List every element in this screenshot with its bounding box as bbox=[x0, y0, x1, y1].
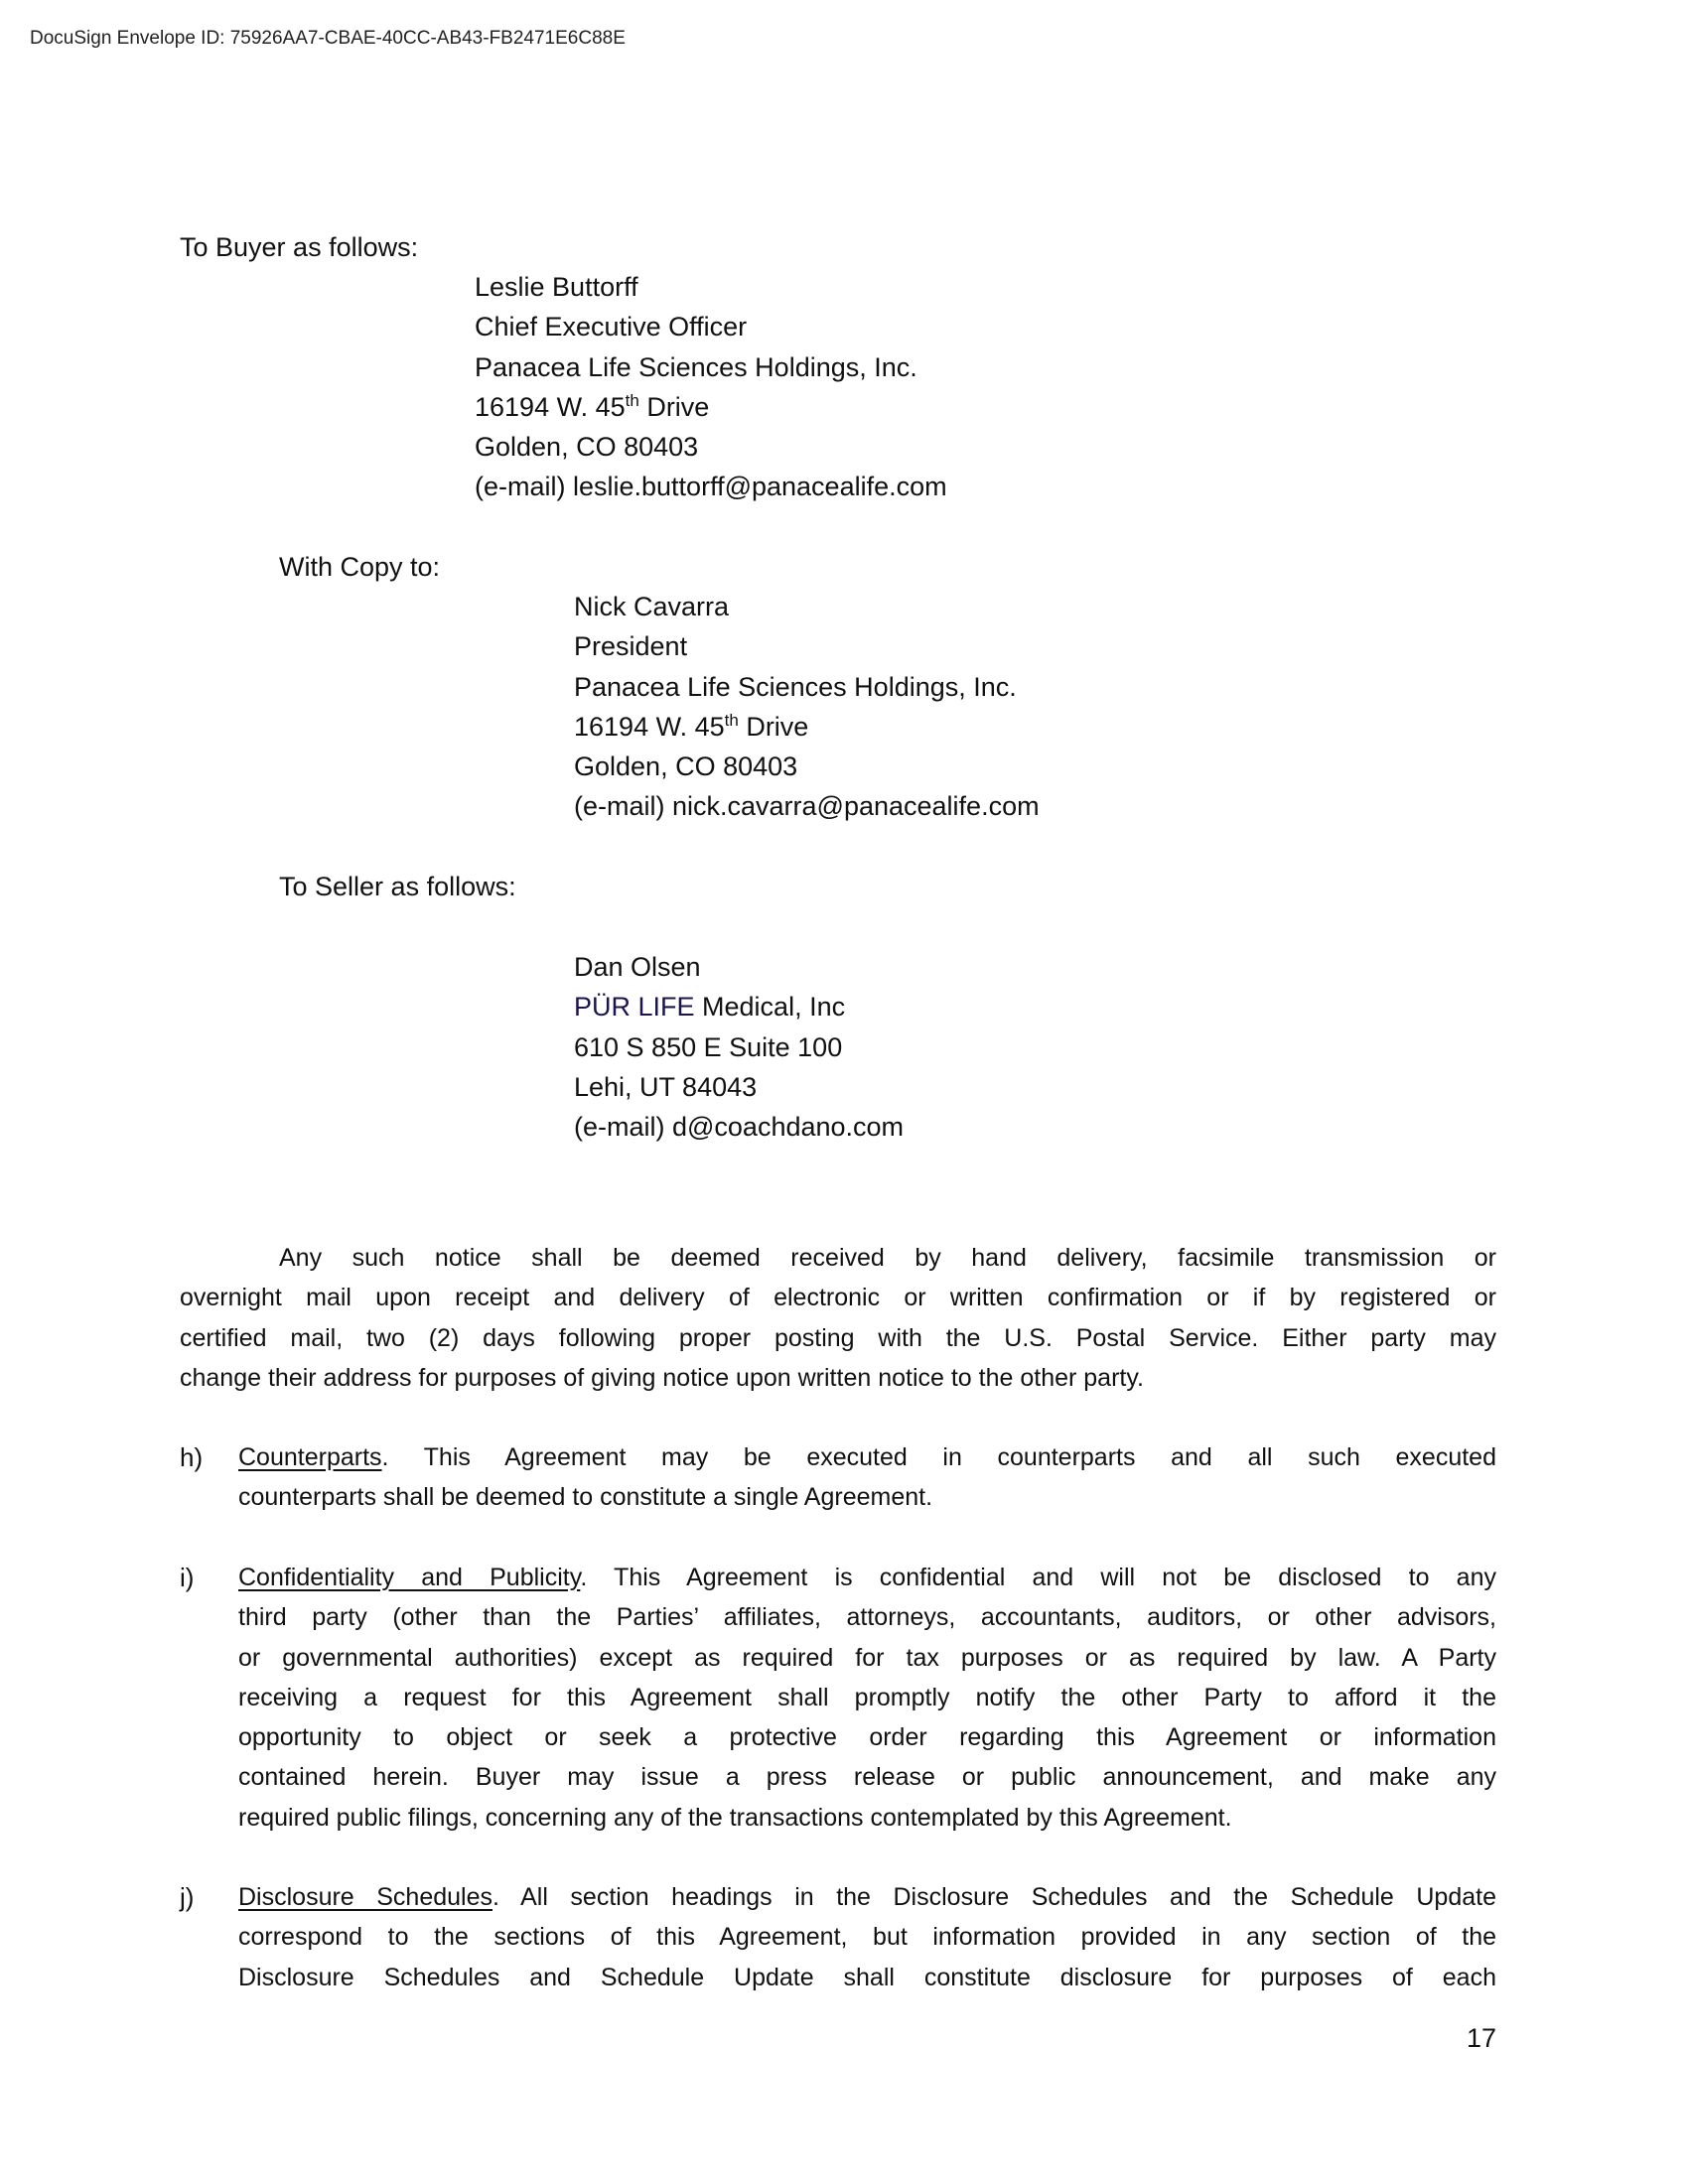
section-label: h) bbox=[180, 1442, 204, 1472]
section-confidentiality bbox=[238, 1558, 1496, 1838]
copy-name: Nick Cavarra bbox=[574, 592, 730, 621]
paragraph-line: opportunity to object or seek a protective order regarding this Agreement or information bbox=[238, 1723, 1496, 1752]
buyer-name: Leslie Buttorff bbox=[475, 272, 638, 302]
section-first-line bbox=[238, 1877, 1496, 1917]
section-title: Confidentiality and Publicity bbox=[238, 1564, 581, 1591]
copy-city: Golden, CO 80403 bbox=[574, 751, 798, 782]
seller-city: Lehi, UT 84043 bbox=[574, 1071, 758, 1102]
paragraph-line: contained herein. Buyer may issue a press release or public announcement, and make any bbox=[238, 1763, 1496, 1792]
seller-company bbox=[574, 987, 904, 1026]
section-label: i) bbox=[180, 1563, 195, 1592]
seller-street: 610 S 850 E Suite 100 bbox=[574, 1031, 843, 1062]
seller-email: (e-mail) d@coachdano.com bbox=[574, 1112, 905, 1143]
seller-address-block bbox=[574, 947, 904, 1147]
section-text: . All section headings in the Disclosure Schedules and the Schedule Update bbox=[492, 1883, 1496, 1911]
buyer-street bbox=[475, 387, 947, 427]
section-text: . This Agreement is confidential and will not be disclosed to any bbox=[580, 1564, 1496, 1591]
buyer-company: Panacea Life Sciences Holdings, Inc. bbox=[475, 351, 917, 382]
copy-heading: With Copy to: bbox=[279, 552, 441, 582]
paragraph-line: third party (other than the Parties’ affiliates, attorneys, accountants, auditors, or other advisors, bbox=[238, 1603, 1496, 1632]
buyer-email: (e-mail) leslie.buttorff@panacealife.com bbox=[475, 472, 947, 502]
street-name: Drive bbox=[738, 711, 809, 742]
copy-title: President bbox=[574, 631, 688, 662]
paragraph-line: required public filings, concerning any of the transactions contemplated by this Agreement. bbox=[238, 1803, 1232, 1832]
copy-address-block bbox=[574, 587, 1040, 827]
buyer-address-block bbox=[475, 267, 947, 507]
ordinal-suffix: th bbox=[724, 710, 739, 730]
copy-email: (e-mail) nick.cavarra@panacealife.com bbox=[574, 791, 1040, 822]
copy-street bbox=[574, 707, 1040, 747]
seller-name: Dan Olsen bbox=[574, 952, 701, 982]
paragraph-line: or governmental authorities) except as required for tax purposes or as required by law. A Party bbox=[238, 1643, 1496, 1672]
paragraph-line: overnight mail upon receipt and delivery of electronic or written confirmation or if by registered or bbox=[180, 1284, 1496, 1312]
street-number: 16194 W. 45 bbox=[574, 711, 725, 742]
page-number: 17 bbox=[1466, 2023, 1496, 2053]
paragraph-line: Disclosure Schedules and Schedule Update shall constitute disclosure for purposes of each bbox=[238, 1963, 1496, 1991]
paragraph-line: certified mail, two (2) days following proper posting with the U.S. Postal Service. Either party may bbox=[180, 1323, 1496, 1352]
paragraph-line: Any such notice shall be deemed received by hand delivery, facsimile transmission or bbox=[279, 1244, 1496, 1272]
section-disclosure-schedules bbox=[238, 1877, 1496, 1997]
street-name: Drive bbox=[638, 391, 710, 422]
paragraph-line: receiving a request for this Agreement shall promptly notify the other Party to afford it the bbox=[238, 1683, 1496, 1711]
ordinal-suffix: th bbox=[625, 390, 639, 410]
paragraph-line: correspond to the sections of this Agreement, but information provided in any section of the bbox=[238, 1923, 1496, 1952]
section-title: Counterparts bbox=[238, 1443, 382, 1471]
section-counterparts bbox=[238, 1437, 1496, 1518]
seller-brand: PÜR LIFE bbox=[574, 992, 695, 1023]
buyer-city: Golden, CO 80403 bbox=[475, 432, 699, 463]
paragraph-line: counterparts shall be deemed to constitute a single Agreement. bbox=[238, 1483, 933, 1512]
section-text: . This Agreement may be executed in counterparts and all such executed bbox=[381, 1443, 1496, 1471]
seller-heading: To Seller as follows: bbox=[279, 872, 516, 901]
buyer-heading: To Buyer as follows: bbox=[180, 232, 419, 262]
section-first-line bbox=[238, 1558, 1496, 1597]
notice-paragraph bbox=[180, 1238, 1496, 1398]
section-title: Disclosure Schedules bbox=[238, 1883, 492, 1911]
street-number: 16194 W. 45 bbox=[475, 391, 626, 422]
seller-company-rest: Medical, Inc bbox=[694, 992, 846, 1023]
copy-company: Panacea Life Sciences Holdings, Inc. bbox=[574, 671, 1017, 702]
docusign-envelope-id: DocuSign Envelope ID: 75926AA7-CBAE-40CC-AB43-FB2471E6C88E bbox=[30, 28, 626, 49]
section-label: j) bbox=[180, 1882, 195, 1912]
buyer-title: Chief Executive Officer bbox=[475, 312, 748, 342]
paragraph-line: change their address for purposes of giving notice upon written notice to the other party. bbox=[180, 1363, 1144, 1392]
section-first-line bbox=[238, 1437, 1496, 1477]
